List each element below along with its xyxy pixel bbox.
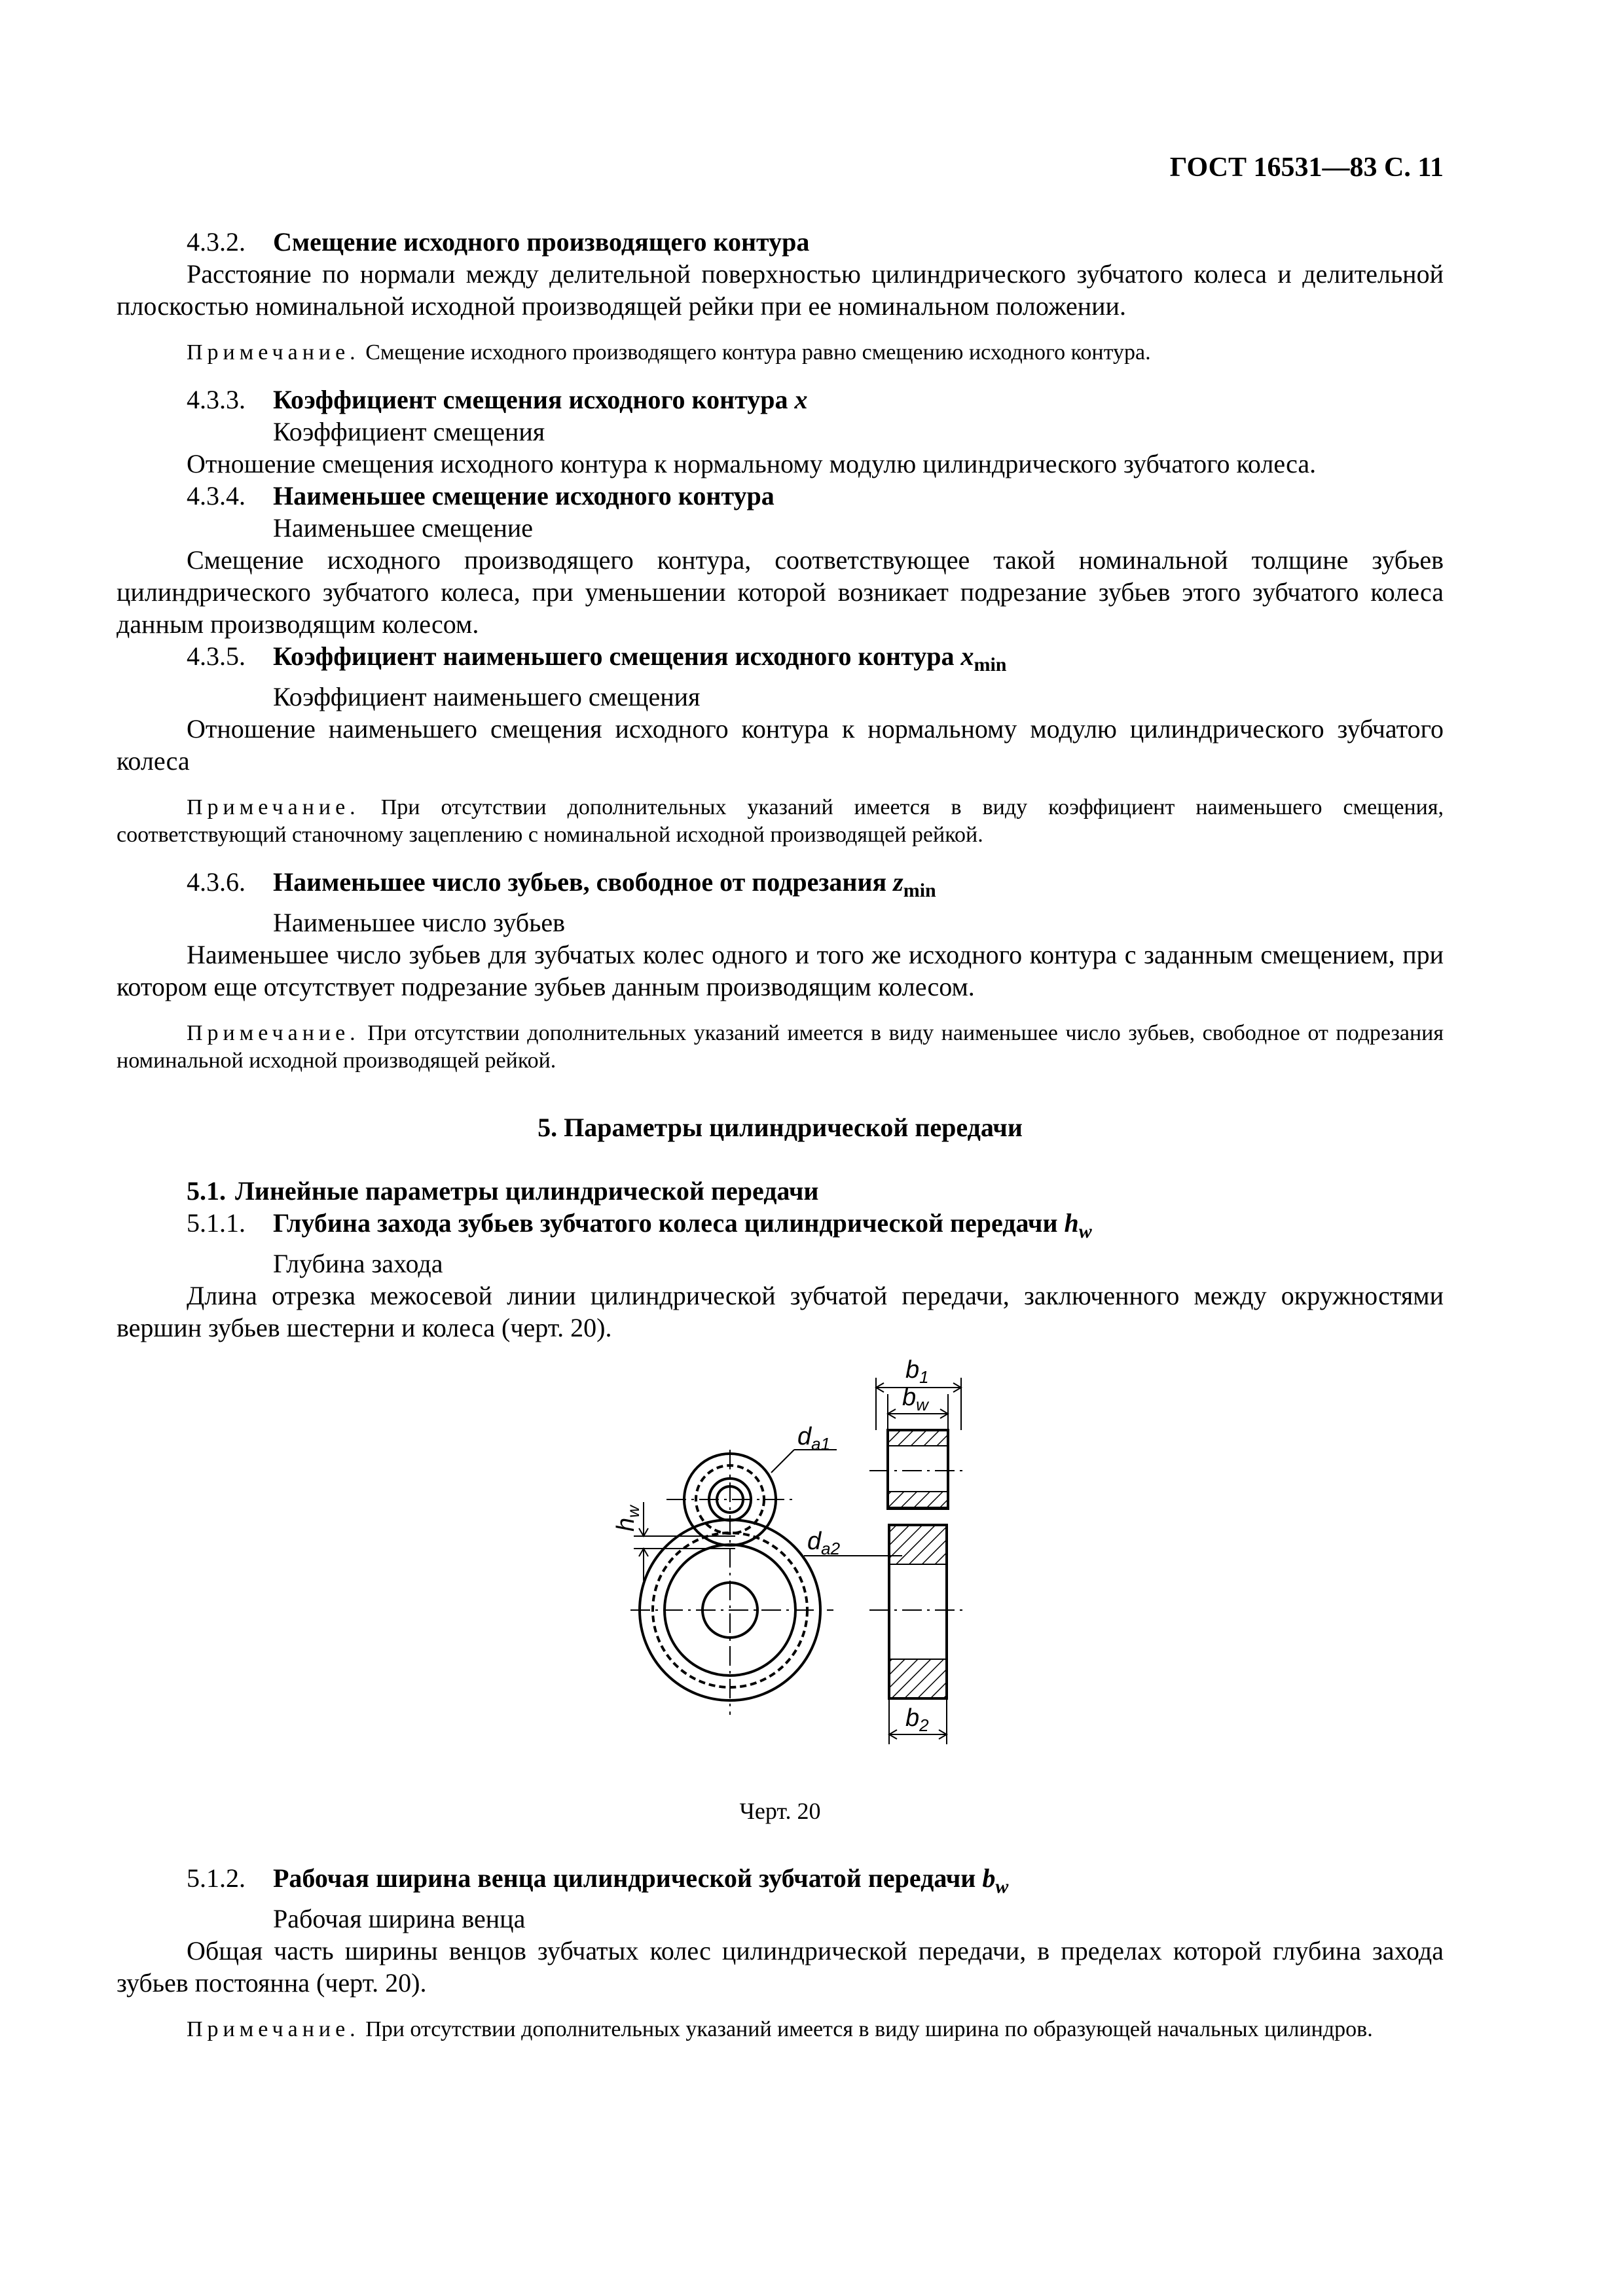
definition-text: Длина отрезка межосевой линии цилиндрической зубчатой передачи, заключенного между окружностями вершин зубьев шестерни и колеса (черт. 20). [117,1281,1444,1342]
label-da2: $d_{a2}$ [807,1528,841,1558]
definition-text: Отношение наименьшего смещения исходного контура к нормальному модулю цилиндрического зубчатого колеса [117,714,1444,776]
term-symbol: h [1064,1208,1079,1238]
term-title: Смещение исходного производящего контура [273,227,810,257]
term-title: Наименьшее число зубьев, свободное от подрезания [273,867,894,897]
clause-4-3-4-heading [117,480,1444,512]
clause-number: 5.1.1. [187,1208,246,1238]
label-b2: $b_2$ [905,1704,929,1735]
note [117,1020,1444,1075]
note [117,2016,1444,2043]
clause-number: 4.3.3. [187,385,246,414]
gear-pair-drawing [117,1358,1444,1777]
term-title: Наименьшее смещение исходного контура [273,481,775,511]
note-label: Примечание. [187,340,360,365]
definition-text: Общая часть ширины венцов зубчатых колес цилиндрической передачи, в пределах которой глубина захода зубьев постоянна (черт. 20). [117,1936,1444,1998]
term-symbol-subscript: w [1078,1221,1092,1242]
term-symbol: z [893,867,903,897]
term-synonym: Наименьшее смещение [273,513,534,543]
note-text: При отсутствии дополнительных указаний имеется в виду коэффициент наименьшего смещения, соответствующий станочному зацеплению с номинальной исходной производящей рейкой. [117,795,1444,847]
term-synonym: Рабочая ширина венца [273,1904,526,1933]
page-header: ГОСТ 16531—83 С. 11 [1169,152,1444,183]
clause-4-3-3-heading [117,384,1444,416]
term-title: Коэффициент наименьшего смещения исходного контура [273,641,961,671]
term-title: Линейные параметры цилиндрической передачи [235,1176,819,1206]
term-synonym: Наименьшее число зубьев [273,908,565,937]
label-hw: $h_w$ [612,1505,643,1532]
figure-caption: Черт. 20 [739,1798,821,1824]
term-symbol-subscript: min [903,880,936,901]
note [117,794,1444,849]
definition-text: Расстояние по нормали между делительной поверхностью цилиндрического зубчатого колеса и делительной плоскостью номинальной исходной производящей рейки при ее номинальном положении. [117,259,1444,321]
clause-number: 4.3.2. [187,227,246,257]
note-label: Примечание. [187,1021,360,1045]
clause-number: 5.1. [187,1176,226,1206]
term-title: Коэффициент смещения исходного контура [273,385,795,414]
note-text: При отсутствии дополнительных указаний имеется в виду наименьшее число зубьев, свободное от подрезания номинальной исходной производящей рейкой. [117,1021,1444,1073]
label-da1: $d_{a1}$ [797,1423,831,1454]
term-symbol-subscript: w [995,1876,1009,1897]
clause-number: 4.3.5. [187,641,246,671]
term-title: Глубина захода зубьев зубчатого колеса цилиндрической передачи [273,1208,1065,1238]
label-bw: $b_w$ [902,1384,928,1414]
clause-5-1-heading [117,1175,1444,1207]
document-body [117,226,1444,2043]
term-synonym: Коэффициент смещения [273,417,545,446]
clause-number: 4.3.6. [187,867,246,897]
note-label: Примечание. [187,795,360,819]
definition-text: Отношение смещения исходного контура к нормальному модулю цилиндрического зубчатого колеса. [187,449,1317,478]
note-text: Смещение исходного производящего контура равно смещению исходного контура. [359,340,1151,365]
term-synonym: Коэффициент наименьшего смещения [273,682,701,711]
term-symbol: x [960,641,974,671]
clause-number: 5.1.2. [187,1863,246,1893]
clause-4-3-6-heading [117,866,1444,906]
clause-4-3-5-heading [117,640,1444,681]
term-symbol-subscript: min [974,654,1007,675]
section-heading: 5. Параметры цилиндрической передачи [538,1113,1023,1142]
definition-text: Наименьшее число зубьев для зубчатых колес одного и того же исходного контура с заданным смещением, при котором еще отсутствует подрезание зубьев данным производящим колесом. [117,940,1444,1001]
clause-5-1-1-heading [117,1207,1444,1247]
label-b1: $b_1$ [905,1358,929,1387]
note-text: При отсутствии дополнительных указаний имеется в виду ширина по образующей начальных цилиндров. [359,2017,1373,2041]
clause-4-3-2-heading [117,226,1444,258]
clause-number: 4.3.4. [187,481,246,511]
clause-5-1-2-heading [117,1862,1444,1903]
term-symbol: x [794,385,808,414]
term-title: Рабочая ширина венца цилиндрической зубчатой передачи [273,1863,983,1893]
term-synonym: Глубина захода [273,1249,443,1278]
note [117,339,1444,367]
note-label: Примечание. [187,2017,360,2041]
definition-text: Смещение исходного производящего контура, соответствующее такой номинальной толщине зубьев цилиндрического зубчатого колеса, при уменьшении которой возникает подрезание зубьев этого зубчатого колеса данным производящим колесом. [117,545,1444,639]
term-symbol: b [982,1863,996,1893]
